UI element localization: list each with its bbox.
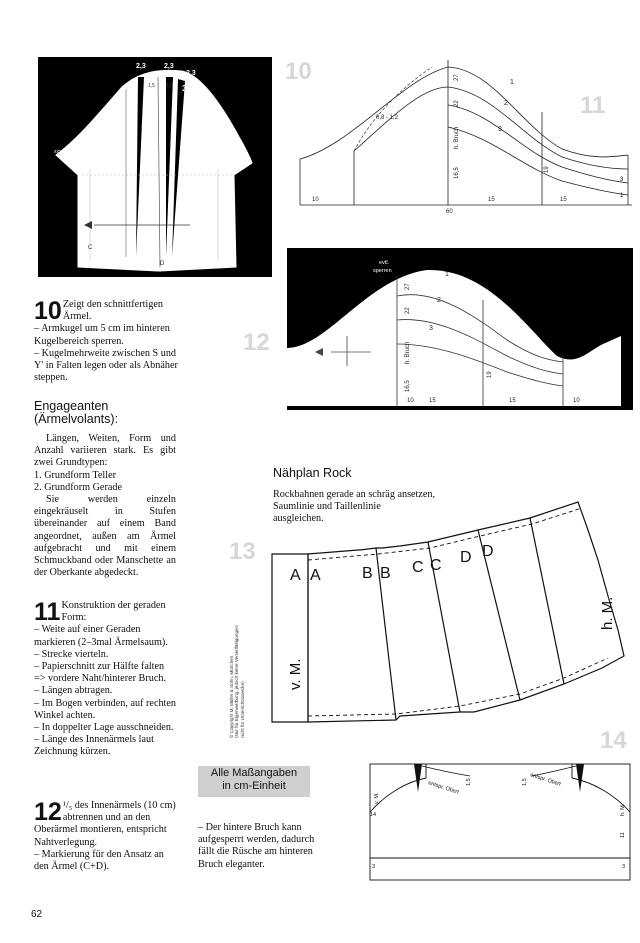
fig10-vlabel-19: 19 <box>544 166 550 173</box>
engageanten-heading-2: (Ärmelvolants): <box>34 412 119 426</box>
engageanten-heading <box>34 400 184 426</box>
panel-letter-a2: A <box>310 567 321 584</box>
copyright-notice <box>229 625 245 738</box>
paragraph-11-number: 11 <box>34 598 61 626</box>
fig10-curve-label-2: 2 <box>504 100 508 107</box>
engageanten-body <box>34 433 176 579</box>
copyright-line-1: © Copyright M. Müller & Sohn, München <box>229 655 234 738</box>
figure-number-13: 13 <box>229 538 256 565</box>
fig12-bottom-15b: 15 <box>509 398 516 404</box>
fig12-sperren-1: evtl. <box>379 260 390 266</box>
panel-label-hm: h. M. <box>599 596 616 630</box>
engageanten-desc: Sie werden einzeln eingekräuselt in Stufen übereinander auf einem Band angeordnet, außen am Ärmel aufgebracht und mit einem Schmuckband oder Manschette an der Oberkante abgedeckt. <box>34 494 176 579</box>
paragraph-12-line-1: – Markierung für den Ansatz an den Ärmel (C+D). <box>34 848 164 873</box>
sleeve-mark-top-2: 2,3 <box>164 63 174 70</box>
sleeve-notch-right: xxx <box>236 159 244 165</box>
fig14-right-15: 1,5 <box>522 778 528 786</box>
fig14-left-3: 3 <box>372 864 376 870</box>
naehplan-line-3: ausgleichen. <box>273 513 324 525</box>
fig10-right-3: 3 <box>620 177 624 183</box>
naehplan-line-1: Rockbahnen gerade an schräg ansetzen, <box>273 489 436 500</box>
fig12-curve-label-1: 1 <box>445 271 449 278</box>
paragraph-11-line-6: – In doppelter Lage ausschneiden. <box>34 722 174 734</box>
sleeve-line-mark-2: 2 <box>130 78 135 87</box>
panel-label-vm: v. M. <box>287 658 304 690</box>
engageanten-type-1: 1. Grundform Teller <box>34 469 116 481</box>
engageanten-intro: Längen, Weiten, Form und Anzahl variieren stark. Es gibt zwei Grundtypen: <box>34 433 176 469</box>
fig12-bottom-15a: 15 <box>429 398 436 404</box>
sleeve-pattern-figure <box>38 57 272 277</box>
fig14-left-vm: v. M. <box>374 792 380 804</box>
flounce-construction-figure <box>292 57 638 217</box>
paragraph-12 <box>34 800 176 873</box>
fig12-vlabel-19: 19 <box>487 371 493 378</box>
fig12-curve-label-3: 3 <box>429 325 433 332</box>
fig10-dim-label: 0,8 - 1,2 <box>376 115 399 121</box>
paragraph-12-first: ¹/₅ des Innenärmels (10 cm) abtrennen und an den Oberärmel montieren, entspricht Nahtverlegung. <box>34 800 176 848</box>
fig12-sperren-2: sperren <box>373 268 392 274</box>
skirt-dart-figure-14 <box>366 754 640 884</box>
paragraph-12-number: 12 <box>34 798 62 826</box>
paragraph-10 <box>34 299 184 384</box>
fig10-vlabel-165: 16,5 <box>454 167 460 179</box>
fig14-left-14: 14 <box>370 812 377 818</box>
panel-letter-b1: B <box>362 565 373 582</box>
sleeve-letter-c: C <box>88 245 93 251</box>
paragraph-11-first: Konstruktion der geraden Form: <box>61 600 166 624</box>
naehplan-line-2: Saumlinie und Taillenlinie <box>273 501 381 513</box>
paragraph-10-first: Zeigt den schnittfertigen Ärmel. <box>62 299 163 323</box>
page-number: 62 <box>31 909 43 920</box>
units-note-line-2: in cm-Einheit <box>222 780 286 792</box>
fig14-left-15: 1,5 <box>466 778 472 786</box>
units-note-box <box>198 766 310 797</box>
figure-number-14: 14 <box>600 727 627 754</box>
paragraph-11-line-5: – Im Bogen verbinden, auf rechten Winkel achten. <box>34 697 177 721</box>
fig12-vlabel-165: 16,5 <box>405 380 411 392</box>
naehplan-title: Nähplan Rock <box>273 466 352 480</box>
units-note-line-1: Alle Maßangaben <box>210 767 298 779</box>
sleeve-mark-small-2: 1,5 <box>166 83 173 89</box>
fig12-bottom-10b: 10 <box>573 398 580 404</box>
paragraph-11-line-1: – Weite auf einer Geraden markieren (2–3mal Ärmelsaum). <box>34 624 168 648</box>
fig14-right-entspr: entspr. Obert <box>529 772 562 788</box>
copyright-line-3: nicht für Unterrichtszwecke) <box>239 681 245 738</box>
sleeve-mark-top-1: 2,3 <box>136 63 146 70</box>
paragraph-10-line-1: – Armkugel um 5 cm im hinteren Kugelbereich sperren. <box>34 323 170 347</box>
sleeve-notch-left: xxx <box>54 149 62 155</box>
figure-number-11: 11 <box>580 92 606 119</box>
fig10-bottom-10: 10 <box>312 197 319 203</box>
fig10-bottom-15a: 15 <box>488 197 495 203</box>
hinterer-bruch-note: – Der hintere Bruch kann aufgesperrt werden, dadurch fällt die Rüsche am hinteren Bruch eleganter. <box>198 822 315 870</box>
paragraph-10-number: 10 <box>34 297 62 325</box>
fig10-bottom-60: 60 <box>446 209 453 215</box>
panel-letter-c1: C <box>412 559 424 576</box>
skirt-panels-figure <box>268 500 640 736</box>
fig10-right-1: 1 <box>620 193 624 199</box>
fig12-vlabel-27: 27 <box>405 283 411 290</box>
paragraph-11-line-7: – Länge des Innenärmels laut Zeichnung kürzen. <box>34 734 154 758</box>
fig10-bottom-15b: 15 <box>560 197 567 203</box>
paragraph-10-line-2: – Kugelmehrweite zwischen S und Y' in Falten legen oder als Abnäher steppen. <box>34 347 178 384</box>
fig10-curve-label-3: 3 <box>498 126 502 133</box>
engageanten-heading-1: Engageanten <box>34 399 109 413</box>
figure-number-12: 12 <box>243 329 270 356</box>
panel-letter-d1: D <box>460 549 472 566</box>
fig10-vlabel-22: 22 <box>454 100 460 107</box>
fig12-vlabel-22: 22 <box>405 307 411 314</box>
fig14-right-3: 3 <box>622 864 626 870</box>
fig14-right-11: 11 <box>620 832 626 838</box>
fig12-bottom-10a: 10 <box>407 398 414 404</box>
sleeve-letter-d: D <box>160 261 165 267</box>
paragraph-11-line-4: – Längen abtragen. <box>34 685 113 697</box>
engageanten-type-2: 2. Grundform Gerade <box>34 481 122 493</box>
panel-letter-c2: C <box>430 557 442 574</box>
figure-number-10: 10 <box>285 58 312 85</box>
sleeve-line-mark-3: 3 <box>182 84 187 93</box>
flounce-pattern-figure-12 <box>287 248 633 410</box>
copyright-line-2: (Nur für Eigenwerbung, jedoch keine Vervielfältigungen; <box>234 624 240 738</box>
fig12-vlabel-bruch: h. Bruch <box>405 341 411 364</box>
panel-letter-d2: D <box>482 543 494 560</box>
paragraph-11-line-3: – Papierschnitt zur Hälfte falten => vordere Naht/hinterer Bruch. <box>34 661 166 685</box>
paragraph-11-line-2: – Strecke vierteln. <box>34 648 109 660</box>
fig10-curve-label-1: 1 <box>510 79 514 86</box>
panel-letter-a1: A <box>290 567 301 584</box>
sleeve-mark-top-3: 2,3 <box>186 70 196 77</box>
fig12-curve-label-2: 2 <box>437 297 441 304</box>
fig14-right-hm: h. M. <box>620 803 626 816</box>
panel-letter-b2: B <box>380 565 391 582</box>
paragraph-11 <box>34 600 176 759</box>
fig10-vlabel-27: 27 <box>454 74 460 81</box>
fig10-vlabel-bruch: h. Bruch <box>454 126 460 149</box>
sleeve-mark-small-1: 1,5 <box>148 83 155 89</box>
fig14-left-entspr: entspr. Obert <box>427 780 460 796</box>
